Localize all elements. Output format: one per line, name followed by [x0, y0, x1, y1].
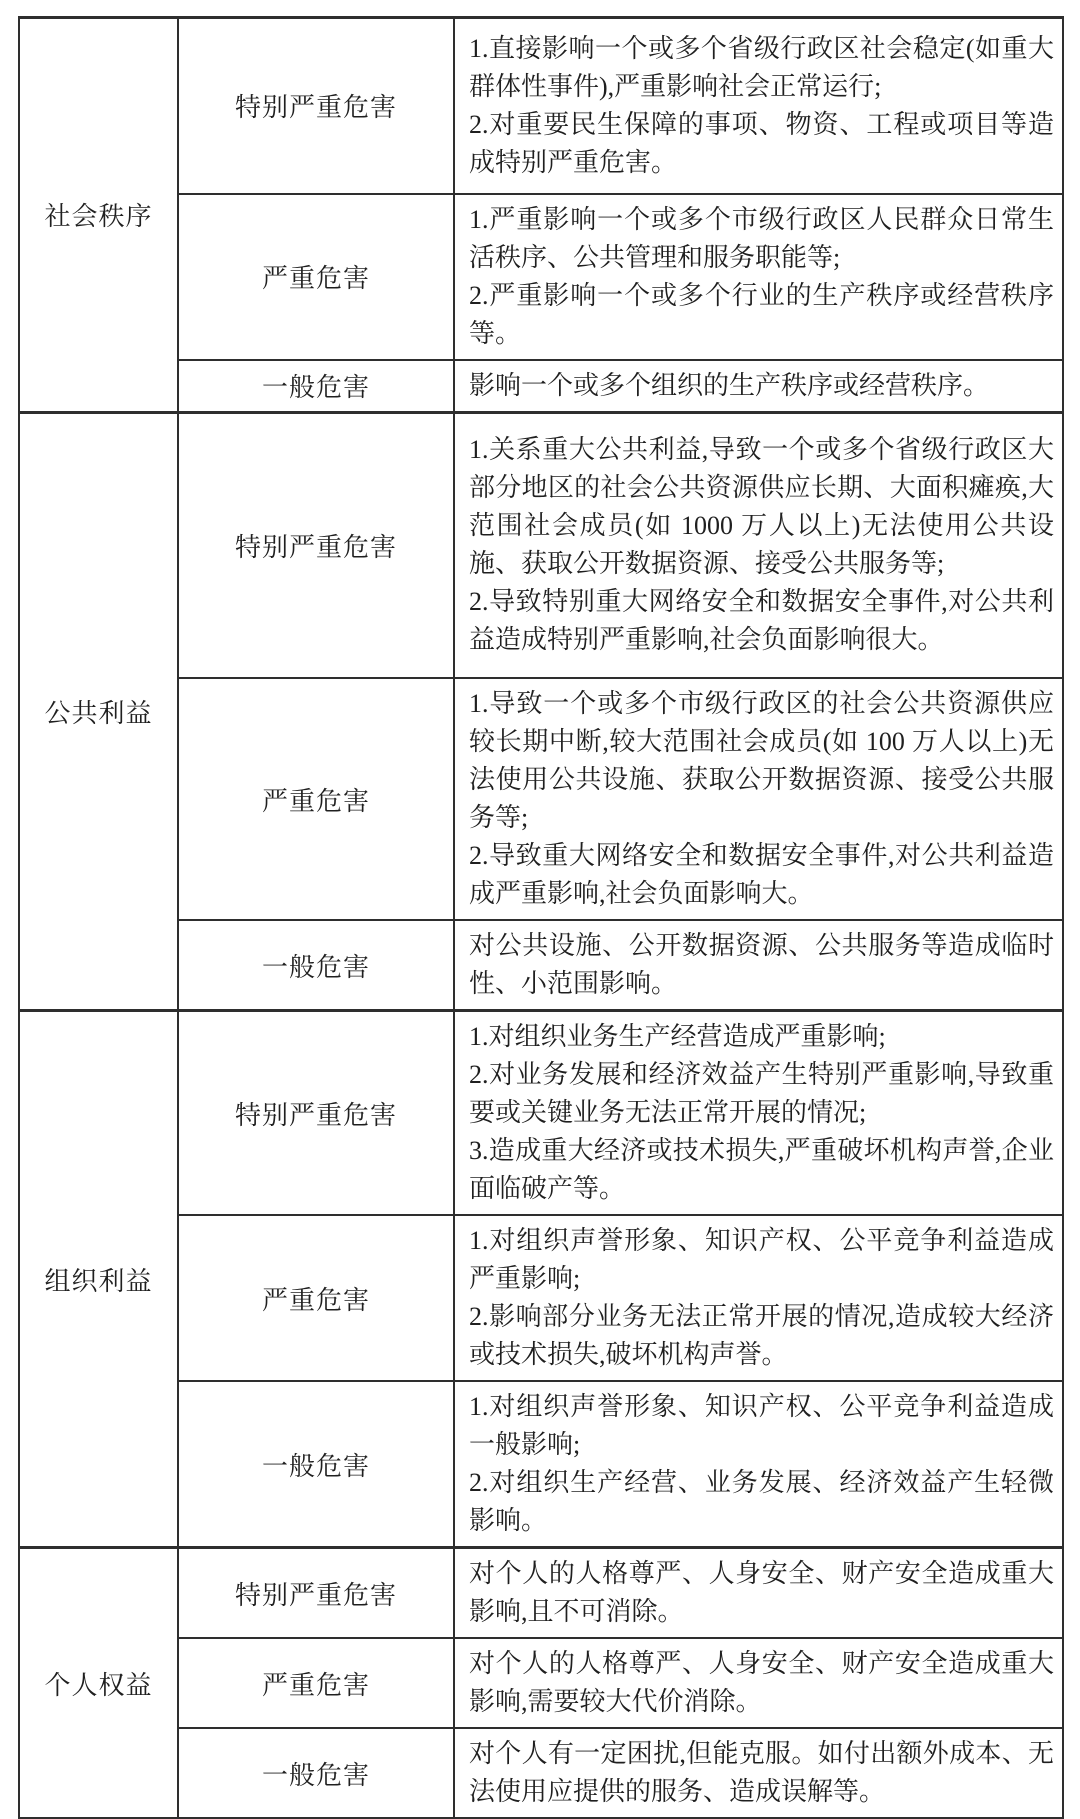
severity-cell: 严重危害	[178, 194, 454, 360]
harm-classification-table	[18, 16, 1064, 1819]
severity-cell: 一般危害	[178, 920, 454, 1011]
description-item: 1.对组织业务生产经营造成严重影响;	[469, 1022, 886, 1051]
description-item: 2.严重影响一个或多个行业的生产秩序或经营秩序等。	[469, 280, 1054, 348]
description-cell	[454, 194, 1063, 360]
table-row	[19, 1011, 1063, 1216]
description-item: 2.对业务发展和经济效益产生特别严重影响,导致重要或关键业务无法正常开展的情况;	[469, 1060, 1054, 1127]
description-cell	[454, 1548, 1063, 1639]
severity-cell: 严重危害	[178, 1638, 454, 1728]
severity-cell: 一般危害	[178, 1728, 454, 1818]
description-cell	[454, 360, 1063, 413]
description-cell	[454, 678, 1063, 920]
severity-cell: 特别严重危害	[178, 412, 454, 678]
description-item: 对公共设施、公开数据资源、公共服务等造成临时性、小范围影响。	[469, 931, 1054, 998]
severity-cell: 一般危害	[178, 360, 454, 413]
description-item: 1.严重影响一个或多个市级行政区人民群众日常生活秩序、公共管理和服务职能等;	[469, 204, 1054, 272]
description-item: 2.影响部分业务无法正常开展的情况,造成较大经济或技术损失,破坏机构声誉。	[469, 1302, 1054, 1369]
category-cell: 公共利益	[19, 412, 178, 1011]
description-item: 影响一个或多个组织的生产秩序或经营秩序。	[469, 370, 990, 400]
severity-cell: 特别严重危害	[178, 1548, 454, 1639]
description-cell	[454, 920, 1063, 1011]
description-cell	[454, 1728, 1063, 1818]
description-cell	[454, 18, 1063, 194]
description-cell	[454, 1638, 1063, 1728]
description-item: 1.导致一个或多个市级行政区的社会公共资源供应较长期中断,较大范围社会成员(如 100 万人以上)无法使用公共设施、获取公开数据资源、接受公共服务等;	[469, 689, 1054, 832]
description-item: 3.造成重大经济或技术损失,严重破坏机构声誉,企业面临破产等。	[469, 1136, 1054, 1203]
harm-table-body	[19, 18, 1063, 1819]
description-item: 1.对组织声誉形象、知识产权、公平竞争利益造成严重影响;	[469, 1226, 1054, 1293]
description-item: 1.对组织声誉形象、知识产权、公平竞争利益造成一般影响;	[469, 1392, 1054, 1459]
description-cell	[454, 1011, 1063, 1216]
severity-cell: 严重危害	[178, 1215, 454, 1381]
description-cell	[454, 412, 1063, 678]
description-item: 2.对重要民生保障的事项、物资、工程或项目等造成特别严重危害。	[469, 109, 1054, 177]
description-item: 对个人的人格尊严、人身安全、财产安全造成重大影响,且不可消除。	[469, 1559, 1054, 1626]
severity-cell: 一般危害	[178, 1381, 454, 1548]
description-item: 1.关系重大公共利益,导致一个或多个省级行政区大部分地区的社会公共资源供应长期、大面积瘫痪,大范围社会成员(如 1000 万人以上)无法使用公共设施、获取公开数据资源、接受公共服务等;	[469, 435, 1054, 579]
category-cell: 社会秩序	[19, 18, 178, 413]
description-item: 对个人的人格尊严、人身安全、财产安全造成重大影响,需要较大代价消除。	[469, 1649, 1054, 1716]
table-row	[19, 1548, 1063, 1639]
description-item: 2.导致重大网络安全和数据安全事件,对公共利益造成严重影响,社会负面影响大。	[469, 841, 1054, 908]
table-row	[19, 412, 1063, 678]
description-cell	[454, 1215, 1063, 1381]
category-cell: 组织利益	[19, 1011, 178, 1548]
severity-cell: 严重危害	[178, 678, 454, 920]
description-cell	[454, 1381, 1063, 1548]
description-item: 2.对组织生产经营、业务发展、经济效益产生轻微影响。	[469, 1468, 1054, 1535]
description-item: 2.导致特别重大网络安全和数据安全事件,对公共利益造成特别严重影响,社会负面影响很大。	[469, 587, 1054, 655]
severity-cell: 特别严重危害	[178, 1011, 454, 1216]
description-item: 1.直接影响一个或多个省级行政区社会稳定(如重大群体性事件),严重影响社会正常运行;	[469, 33, 1054, 101]
description-item: 对个人有一定困扰,但能克服。如付出额外成本、无法使用应提供的服务、造成误解等。	[469, 1739, 1054, 1806]
severity-cell: 特别严重危害	[178, 18, 454, 194]
table-row	[19, 18, 1063, 194]
category-cell: 个人权益	[19, 1548, 178, 1819]
